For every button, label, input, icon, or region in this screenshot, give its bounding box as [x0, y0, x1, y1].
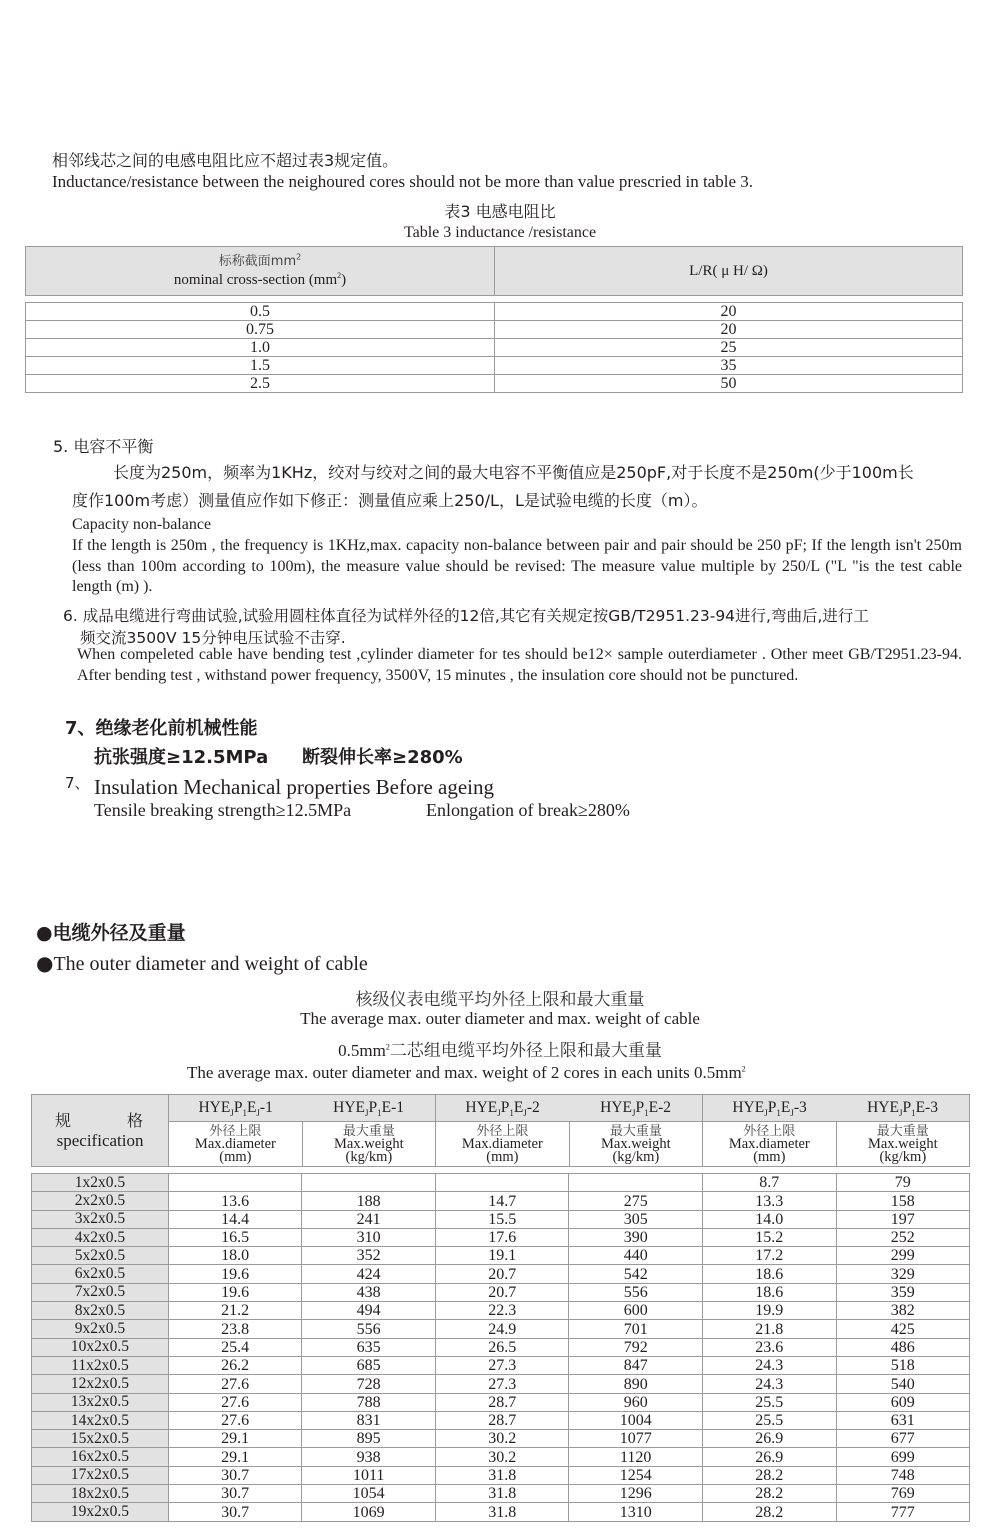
- bullet-icon: ●: [36, 922, 53, 944]
- diameter-cell: 28.2: [703, 1485, 837, 1503]
- section7-cn-heading: 7、绝缘老化前机械性能: [65, 718, 258, 739]
- cable-table-row: [32, 1338, 970, 1356]
- weight-cell: 494: [302, 1302, 436, 1320]
- model-header: $HYE_JP_1E-2$: [569, 1095, 702, 1122]
- section6-cn-line1: 6. 成品电缆进行弯曲试验,试验用圆柱体直径为试样外径的12倍,其它有关规定按GB/T2951.23-94进行,弯曲后,进行工: [63, 607, 869, 625]
- weight-cell: 1077: [569, 1430, 703, 1448]
- spec-cell: 12x2x0.5: [32, 1375, 169, 1393]
- diameter-cell: 25.4: [168, 1338, 302, 1356]
- cable-table-row: [32, 1485, 970, 1503]
- spec-cell: 8x2x0.5: [32, 1302, 169, 1320]
- weight-cell: [569, 1174, 703, 1192]
- weight-cell: 895: [302, 1430, 436, 1448]
- weight-cell: 241: [302, 1210, 436, 1228]
- weight-cell: 486: [836, 1338, 970, 1356]
- diameter-cell: 18.0: [168, 1247, 302, 1265]
- diameter-cell: 30.7: [168, 1503, 302, 1521]
- diameter-cell: 23.8: [168, 1320, 302, 1338]
- table3-title-cn: 表3 电感电阻比: [444, 202, 556, 221]
- weight-cell: 188: [302, 1192, 436, 1210]
- weight-cell: 1004: [569, 1411, 703, 1429]
- diameter-cell: 21.2: [168, 1302, 302, 1320]
- cable-table-header: [31, 1094, 970, 1167]
- weight-cell: 635: [302, 1338, 436, 1356]
- spec-cell: 13x2x0.5: [32, 1393, 169, 1411]
- lr-cell: 20: [495, 303, 963, 321]
- section-cell: 1.0: [26, 339, 495, 357]
- section5-cn-line2: 度作100m考虑）测量值应作如下修正：测量值应乘上250/L，L是试验电缆的长度（m）。: [72, 491, 708, 510]
- diameter-cell: 26.9: [703, 1430, 837, 1448]
- sub-header: 外径上限 Max.diameter (mm): [436, 1122, 570, 1167]
- table3-row: [26, 303, 963, 321]
- section5-cn-line1: 长度为250m，频率为1KHz，绞对与绞对之间的最大电容不平衡值应是250pF,对于长度不是250m(少于100m长: [113, 463, 914, 482]
- table3-row: [26, 339, 963, 357]
- weight-cell: 788: [302, 1393, 436, 1411]
- diameter-cell: 28.2: [703, 1503, 837, 1521]
- weight-cell: 1296: [569, 1485, 703, 1503]
- diameter-cell: 13.6: [168, 1192, 302, 1210]
- diameter-cell: [435, 1174, 569, 1192]
- weight-cell: 831: [302, 1411, 436, 1429]
- weight-cell: 158: [836, 1192, 970, 1210]
- cable-table-body: [31, 1173, 970, 1522]
- diameter-cell: 31.8: [435, 1503, 569, 1521]
- diameter-cell: 17.2: [703, 1247, 837, 1265]
- table3-row: [26, 357, 963, 375]
- table3-col2: L/R( μ H/ Ω): [495, 247, 963, 296]
- table3-row: [26, 321, 963, 339]
- weight-cell: 299: [836, 1247, 970, 1265]
- weight-cell: 352: [302, 1247, 436, 1265]
- diameter-cell: 14.4: [168, 1210, 302, 1228]
- weight-cell: 359: [836, 1283, 970, 1301]
- table3-header: [25, 246, 963, 296]
- weight-cell: 424: [302, 1265, 436, 1283]
- spec-cell: 14x2x0.5: [32, 1411, 169, 1429]
- weight-cell: 699: [836, 1448, 970, 1466]
- section-cell: 0.5: [26, 303, 495, 321]
- weight-cell: 1310: [569, 1503, 703, 1521]
- spec-cell: 11x2x0.5: [32, 1356, 169, 1374]
- section7-en-heading: Insulation Mechanical properties Before ageing: [94, 775, 495, 799]
- section-cell: 1.5: [26, 357, 495, 375]
- diameter-cell: 28.7: [435, 1411, 569, 1429]
- weight-cell: 1011: [302, 1466, 436, 1484]
- section7-en-num: 7、: [65, 774, 90, 792]
- cable-table-row: [32, 1430, 970, 1448]
- diameter-cell: 30.7: [168, 1466, 302, 1484]
- diameter-cell: 29.1: [168, 1448, 302, 1466]
- spec-cell: 15x2x0.5: [32, 1430, 169, 1448]
- section6-cn-line2: 频交流3500V 15分钟电压试验不击穿.: [80, 629, 346, 647]
- weight-cell: 685: [302, 1356, 436, 1374]
- sub-header: 最大重量 Max.weight (kg/km): [569, 1122, 702, 1167]
- weight-cell: 518: [836, 1356, 970, 1374]
- section7-cn-elong: 断裂伸长率≥280%: [302, 747, 463, 768]
- weight-cell: 609: [836, 1393, 970, 1411]
- spec-cell: 10x2x0.5: [32, 1338, 169, 1356]
- diameter-cell: 20.7: [435, 1265, 569, 1283]
- diameter-cell: 20.7: [435, 1283, 569, 1301]
- diameter-cell: 30.2: [435, 1448, 569, 1466]
- cable-table-row: [32, 1302, 970, 1320]
- intro-cn: 相邻线芯之间的电感电阻比应不超过表3规定值。: [52, 151, 399, 170]
- diameter-cell: 25.5: [703, 1411, 837, 1429]
- diameter-cell: 15.2: [703, 1228, 837, 1246]
- model-header: $HYE_JP_1E_J-3$: [703, 1095, 837, 1122]
- diameter-cell: 19.9: [703, 1302, 837, 1320]
- spec-cell: 5x2x0.5: [32, 1247, 169, 1265]
- diameter-cell: 24.3: [703, 1375, 837, 1393]
- weight-cell: 769: [836, 1485, 970, 1503]
- weight-cell: 960: [569, 1393, 703, 1411]
- section7-en-elong: Enlongation of break≥280%: [426, 800, 630, 820]
- cable-table-row: [32, 1356, 970, 1374]
- section5-en-title: Capacity non-balance: [72, 516, 212, 533]
- diameter-cell: 27.6: [168, 1375, 302, 1393]
- lr-cell: 35: [495, 357, 963, 375]
- weight-cell: 438: [302, 1283, 436, 1301]
- spec-cell: 18x2x0.5: [32, 1485, 169, 1503]
- weight-cell: 79: [836, 1174, 970, 1192]
- diameter-cell: 19.6: [168, 1283, 302, 1301]
- spec-cell: 7x2x0.5: [32, 1283, 169, 1301]
- weight-cell: 1254: [569, 1466, 703, 1484]
- cable-subtitle-en: The average max. outer diameter and max. weight of 2 cores in each units $0.5mm^2$: [187, 1063, 746, 1082]
- weight-cell: 440: [569, 1247, 703, 1265]
- diameter-cell: 26.2: [168, 1356, 302, 1374]
- cable-subtitle-cn: $0.5mm^2$二芯组电缆平均外径上限和最大重量: [338, 1041, 662, 1061]
- weight-cell: 382: [836, 1302, 970, 1320]
- diameter-cell: 27.3: [435, 1356, 569, 1374]
- table3-col1-en: nominal cross-section $(mm^2)$: [173, 271, 347, 288]
- cable-heading-cn: ●电缆外径及重量: [36, 922, 186, 944]
- diameter-cell: 16.5: [168, 1228, 302, 1246]
- weight-cell: 701: [569, 1320, 703, 1338]
- cable-table-row: [32, 1411, 970, 1429]
- spec-header: 规 格 specification: [32, 1095, 169, 1167]
- diameter-cell: 13.3: [703, 1192, 837, 1210]
- weight-cell: 792: [569, 1338, 703, 1356]
- cable-table-row: [32, 1192, 970, 1210]
- weight-cell: 1120: [569, 1448, 703, 1466]
- section5-heading: 5. 电容不平衡: [53, 437, 154, 456]
- weight-cell: 1069: [302, 1503, 436, 1521]
- diameter-cell: 26.9: [703, 1448, 837, 1466]
- table3-title-en: Table 3 inductance /resistance: [403, 224, 597, 241]
- sub-header: 外径上限 Max.diameter (mm): [169, 1122, 303, 1167]
- diameter-cell: 14.7: [435, 1192, 569, 1210]
- weight-cell: 1054: [302, 1485, 436, 1503]
- section7-en-tensile: Tensile breaking strength≥12.5MPa: [94, 800, 352, 820]
- weight-cell: 600: [569, 1302, 703, 1320]
- weight-cell: 197: [836, 1210, 970, 1228]
- diameter-cell: 19.1: [435, 1247, 569, 1265]
- weight-cell: 938: [302, 1448, 436, 1466]
- section-cell: 2.5: [26, 375, 495, 393]
- diameter-cell: 27.6: [168, 1411, 302, 1429]
- weight-cell: 728: [302, 1375, 436, 1393]
- section5-en-body: If the length is 250m , the frequency is 1KHz,max. capacity non-balance between pair and pair should be 250 pF; If the length isn't 250m (less than 100m according to 100m), the measure value should be revised: The measure value multiple by 250/L ("L "is the test cable length (m) ).: [72, 537, 962, 595]
- diameter-cell: [168, 1174, 302, 1192]
- diameter-cell: 30.2: [435, 1430, 569, 1448]
- weight-cell: 677: [836, 1430, 970, 1448]
- weight-cell: 252: [836, 1228, 970, 1246]
- spec-cell: 2x2x0.5: [32, 1192, 169, 1210]
- model-header: $HYE_JP_1E-3$: [836, 1095, 969, 1122]
- diameter-cell: 28.7: [435, 1393, 569, 1411]
- cable-title-en: The average max. outer diameter and max. weight of cable: [300, 1009, 700, 1028]
- model-header: $HYE_JP_1E_J-2$: [436, 1095, 570, 1122]
- weight-cell: 748: [836, 1466, 970, 1484]
- diameter-cell: 27.6: [168, 1393, 302, 1411]
- lr-cell: 50: [495, 375, 963, 393]
- model-header: $HYE_JP_1E_J-1$: [169, 1095, 303, 1122]
- cable-table-row: [32, 1174, 970, 1192]
- diameter-cell: 27.3: [435, 1375, 569, 1393]
- section6-en-body: When compeleted cable have bending test ,cylinder diameter for tes should be12× sample outerdiameter . Other meet GB/T2951.23-94. After bending test , withstand power frequency, 3500V, 15 minutes , the insulation core should not be punctured.: [77, 646, 962, 684]
- cable-table-row: [32, 1320, 970, 1338]
- cable-title-cn: 核级仪表电缆平均外径上限和最大重量: [355, 990, 645, 1010]
- weight-cell: 542: [569, 1265, 703, 1283]
- spec-cell: 9x2x0.5: [32, 1320, 169, 1338]
- diameter-cell: 31.8: [435, 1485, 569, 1503]
- diameter-cell: 31.8: [435, 1466, 569, 1484]
- weight-cell: 275: [569, 1192, 703, 1210]
- cable-table-row: [32, 1503, 970, 1521]
- cable-table-row: [32, 1448, 970, 1466]
- spec-cell: 19x2x0.5: [32, 1503, 169, 1521]
- weight-cell: 425: [836, 1320, 970, 1338]
- diameter-cell: 24.9: [435, 1320, 569, 1338]
- weight-cell: 890: [569, 1375, 703, 1393]
- bullet-icon: ●: [36, 951, 54, 975]
- diameter-cell: 25.5: [703, 1393, 837, 1411]
- diameter-cell: 24.3: [703, 1356, 837, 1374]
- spec-cell: 4x2x0.5: [32, 1228, 169, 1246]
- cable-table-row: [32, 1375, 970, 1393]
- cable-table-row: [32, 1210, 970, 1228]
- diameter-cell: 30.7: [168, 1485, 302, 1503]
- cable-table-row: [32, 1283, 970, 1301]
- lr-cell: 20: [495, 321, 963, 339]
- weight-cell: [302, 1174, 436, 1192]
- model-header: $HYE_JP_1E-1$: [302, 1095, 435, 1122]
- diameter-cell: 18.6: [703, 1283, 837, 1301]
- cable-table-row: [32, 1247, 970, 1265]
- cable-table-row: [32, 1393, 970, 1411]
- weight-cell: 777: [836, 1503, 970, 1521]
- diameter-cell: 17.6: [435, 1228, 569, 1246]
- table3-row: [26, 375, 963, 393]
- weight-cell: 631: [836, 1411, 970, 1429]
- sub-header: 最大重量 Max.weight (kg/km): [836, 1122, 969, 1167]
- diameter-cell: 8.7: [703, 1174, 837, 1192]
- spec-cell: 16x2x0.5: [32, 1448, 169, 1466]
- diameter-cell: 22.3: [435, 1302, 569, 1320]
- weight-cell: 329: [836, 1265, 970, 1283]
- cable-heading-en: ●The outer diameter and weight of cable: [36, 951, 368, 975]
- weight-cell: 310: [302, 1228, 436, 1246]
- diameter-cell: 29.1: [168, 1430, 302, 1448]
- sub-header: 最大重量 Max.weight (kg/km): [302, 1122, 435, 1167]
- diameter-cell: 14.0: [703, 1210, 837, 1228]
- section-cell: 0.75: [26, 321, 495, 339]
- weight-cell: 540: [836, 1375, 970, 1393]
- intro-en: Inductance/resistance between the neighoured cores should not be more than value prescried in table 3.: [52, 172, 753, 191]
- cable-table-row: [32, 1265, 970, 1283]
- diameter-cell: 23.6: [703, 1338, 837, 1356]
- sub-header: 外径上限 Max.diameter (mm): [703, 1122, 837, 1167]
- diameter-cell: 19.6: [168, 1265, 302, 1283]
- cable-table-row: [32, 1466, 970, 1484]
- table3-col1-cn: 标称截面$mm^2$: [218, 252, 302, 269]
- weight-cell: 556: [569, 1283, 703, 1301]
- weight-cell: 847: [569, 1356, 703, 1374]
- cable-table-row: [32, 1228, 970, 1246]
- diameter-cell: 15.5: [435, 1210, 569, 1228]
- weight-cell: 390: [569, 1228, 703, 1246]
- table3-body: [25, 302, 963, 393]
- spec-cell: 1x2x0.5: [32, 1174, 169, 1192]
- spec-cell: 6x2x0.5: [32, 1265, 169, 1283]
- diameter-cell: 18.6: [703, 1265, 837, 1283]
- section7-cn-tensile: 抗张强度≥12.5MPa: [94, 747, 269, 768]
- spec-cell: 3x2x0.5: [32, 1210, 169, 1228]
- diameter-cell: 26.5: [435, 1338, 569, 1356]
- weight-cell: 305: [569, 1210, 703, 1228]
- spec-cell: 17x2x0.5: [32, 1466, 169, 1484]
- lr-cell: 25: [495, 339, 963, 357]
- weight-cell: 556: [302, 1320, 436, 1338]
- diameter-cell: 28.2: [703, 1466, 837, 1484]
- diameter-cell: 21.8: [703, 1320, 837, 1338]
